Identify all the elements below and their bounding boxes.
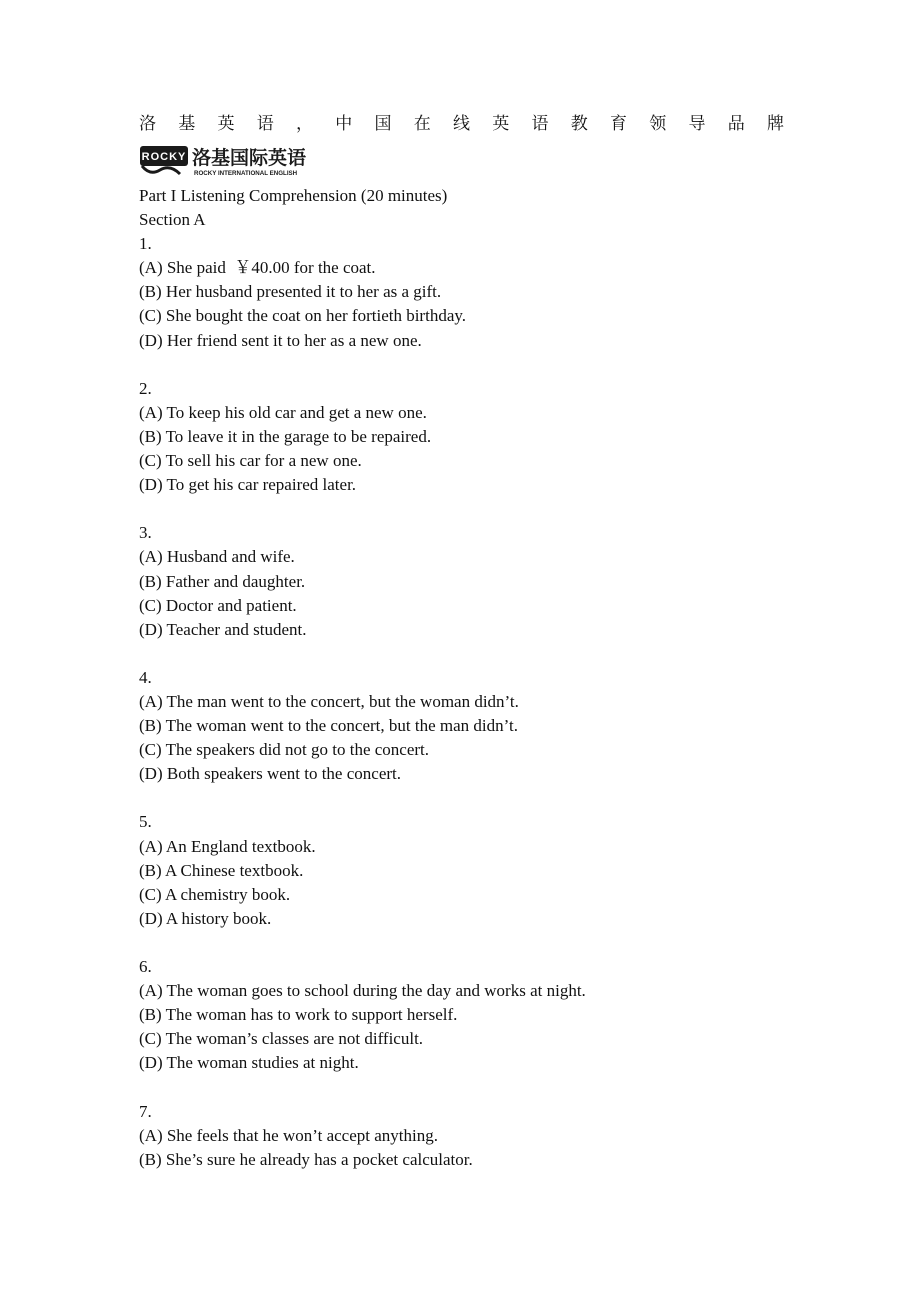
section-title: Section A bbox=[139, 210, 206, 230]
logo-swoosh-icon bbox=[142, 166, 180, 174]
answer-option: (A) The man went to the concert, but the woman didn’t. bbox=[139, 691, 519, 711]
answer-option: (A) She feels that he won’t accept anything. bbox=[139, 1125, 438, 1145]
answer-option: (B) The woman has to work to support herself. bbox=[139, 1005, 458, 1025]
question-block bbox=[139, 521, 859, 641]
question-number: 3. bbox=[139, 523, 152, 543]
header-char: 品 bbox=[727, 114, 745, 133]
page-header-slogan bbox=[139, 112, 784, 136]
header-char: ， bbox=[296, 114, 313, 133]
answer-option: (A) An England textbook. bbox=[139, 836, 316, 856]
header-char: 语 bbox=[531, 114, 549, 133]
question-number: 2. bbox=[139, 378, 152, 398]
answer-option: (A) She paid ￥40.00 for the coat. bbox=[139, 258, 376, 278]
answer-option: (C) A chemistry book. bbox=[139, 884, 291, 904]
answer-option: (C) The speakers did not go to the concert. bbox=[139, 740, 430, 760]
logo-en-name: ROCKY INTERNATIONAL ENGLISH bbox=[194, 170, 298, 177]
header-char: 洛 bbox=[139, 114, 156, 133]
question-number: 6. bbox=[139, 957, 152, 976]
answer-option: (C) Doctor and patient. bbox=[139, 595, 297, 615]
answer-option: (C) She bought the coat on her fortieth birthday. bbox=[139, 306, 467, 326]
header-char: 牌 bbox=[767, 114, 784, 133]
answer-option: (D) A history book. bbox=[139, 908, 272, 928]
question-block bbox=[139, 955, 859, 1075]
logo-cn-name: 洛基国际英语 bbox=[192, 147, 307, 169]
header-char: 线 bbox=[453, 114, 470, 133]
header-char: 国 bbox=[374, 114, 392, 133]
header-char: 育 bbox=[610, 114, 627, 133]
header-char: 中 bbox=[335, 114, 353, 133]
question-number: 5. bbox=[139, 812, 152, 832]
header-char: 基 bbox=[178, 114, 196, 133]
answer-option: (C) To sell his car for a new one. bbox=[139, 451, 362, 471]
answer-option: (C) The woman’s classes are not difficult. bbox=[139, 1029, 424, 1049]
answer-option: (B) She’s sure he already has a pocket calculator. bbox=[139, 1149, 473, 1169]
question-block bbox=[139, 377, 859, 497]
answer-option: (A) Husband and wife. bbox=[139, 547, 295, 567]
question-number: 7. bbox=[139, 1101, 152, 1121]
question-number: 4. bbox=[139, 667, 152, 687]
question-block bbox=[139, 666, 859, 786]
answer-option: (A) The woman goes to school during the day and works at night. bbox=[139, 981, 586, 1001]
answer-option: (B) Father and daughter. bbox=[139, 571, 306, 591]
header-char: 在 bbox=[413, 114, 431, 133]
answer-option: (B) Her husband presented it to her as a gift. bbox=[139, 282, 442, 302]
rocky-logo bbox=[140, 144, 312, 178]
header-char: 英 bbox=[492, 114, 510, 133]
answer-option: (B) A Chinese textbook. bbox=[139, 860, 304, 880]
header-char: 领 bbox=[649, 114, 667, 133]
question-block bbox=[139, 1100, 859, 1172]
header-char: 教 bbox=[570, 114, 588, 133]
question-block bbox=[139, 232, 859, 352]
header-char: 语 bbox=[256, 114, 274, 133]
answer-option: (B) The woman went to the concert, but the man didn’t. bbox=[139, 716, 518, 736]
answer-option: (A) To keep his old car and get a new one. bbox=[139, 402, 427, 422]
part-title: Part I Listening Comprehension (20 minutes) bbox=[139, 186, 448, 205]
answer-option: (D) To get his car repaired later. bbox=[139, 475, 357, 495]
exam-content bbox=[139, 184, 859, 1172]
answer-option: (D) Teacher and student. bbox=[139, 619, 307, 639]
header-char: 导 bbox=[688, 114, 706, 133]
answer-option: (D) The woman studies at night. bbox=[139, 1053, 359, 1073]
question-block bbox=[139, 810, 859, 930]
question-number: 1. bbox=[139, 234, 152, 254]
logo-mark-text: ROCKY bbox=[141, 151, 187, 163]
header-char: 英 bbox=[217, 114, 235, 133]
answer-option: (D) Her friend sent it to her as a new one. bbox=[139, 330, 422, 350]
answer-option: (B) To leave it in the garage to be repaired. bbox=[139, 426, 432, 446]
answer-option: (D) Both speakers went to the concert. bbox=[139, 764, 401, 784]
